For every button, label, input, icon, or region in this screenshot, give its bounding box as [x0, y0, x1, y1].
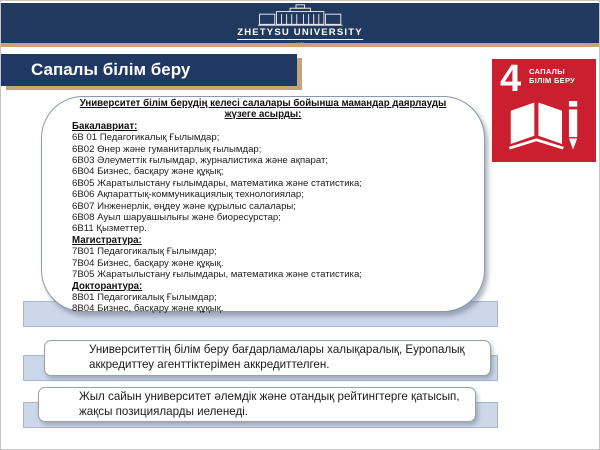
- programs-heading: Университет білім берудің келесі салалары бойынша мамандар даярлауды жүзеге асырды:: [79, 98, 447, 121]
- slide-title: Сапалы білім беру: [31, 60, 191, 79]
- program-item: 6В05 Жаратылыстану ғылымдары, математика және статистика;: [72, 177, 362, 189]
- university-logo: [237, 4, 363, 46]
- rankings-info-box: [38, 387, 476, 422]
- programs-box: [41, 96, 485, 315]
- section-label-doctorate: Докторантура:: [72, 280, 143, 292]
- program-item: 7В05 Жаратылыстану ғылымдары, математика және статистика;: [72, 269, 362, 281]
- program-item: 6В 01 Педагогикалық Ғылымдар;: [72, 132, 220, 144]
- university-building-icon: [256, 4, 344, 26]
- program-item: 8В04 Бизнес, басқару және құқық.: [72, 303, 224, 315]
- sdg4-label-line1: САПАЛЫ: [529, 67, 565, 76]
- program-item: 6В02 Өнер және гуманитарлық ғылымдар;: [72, 143, 262, 155]
- program-item: 7В01 Педагогикалық Ғылымдар;: [72, 246, 217, 258]
- program-item: 6В03 Әлеуметтік ғылымдар, журналистика және ақпарат;: [72, 155, 329, 167]
- open-book-icon: [508, 99, 580, 153]
- program-item: 7В04 Бизнес, басқару және құқық.: [72, 257, 224, 269]
- section-label-bachelor: Бакалавриат:: [72, 120, 138, 132]
- university-name: ZHETYSU UNIVERSITY: [237, 27, 363, 38]
- header-bar: [1, 3, 599, 43]
- slide-title-bar: [1, 54, 297, 86]
- rankings-text: Жыл сайын университет әлемдік және отандық рейтингтерге қатысып, жақсы позицияларды иеленеді.: [79, 389, 460, 418]
- program-item: 8В01 Педагогикалық Ғылымдар;: [72, 291, 217, 303]
- gold-divider: [1, 43, 599, 47]
- program-item: 6В11 Қызметтер.: [72, 223, 147, 235]
- sdg4-label-line2: БІЛІМ БЕРУ: [529, 76, 576, 85]
- program-item: 6В04 Бизнес, басқару және құқық;: [72, 166, 224, 178]
- accreditation-info-box: [44, 340, 491, 376]
- sdg4-badge: [492, 59, 596, 162]
- program-item: 6В07 Инженерлік, өңдеу және құрылыс салалары;: [72, 200, 296, 212]
- sdg4-number: 4: [500, 58, 522, 100]
- sdg4-label: [529, 67, 575, 85]
- accreditation-text: Университеттің білім беру бағдарламалары халықаралық, Еуропалық аккредиттеу агенттіктерімен аккредиттелген.: [89, 343, 465, 371]
- section-label-master: Магистратура:: [72, 234, 142, 246]
- program-item: 6В08 Ауыл шаруашылығы және биоресурстар;: [72, 212, 281, 224]
- program-item: 6В06 Ақпараттық-коммуникациялық технологиялар;: [72, 189, 304, 201]
